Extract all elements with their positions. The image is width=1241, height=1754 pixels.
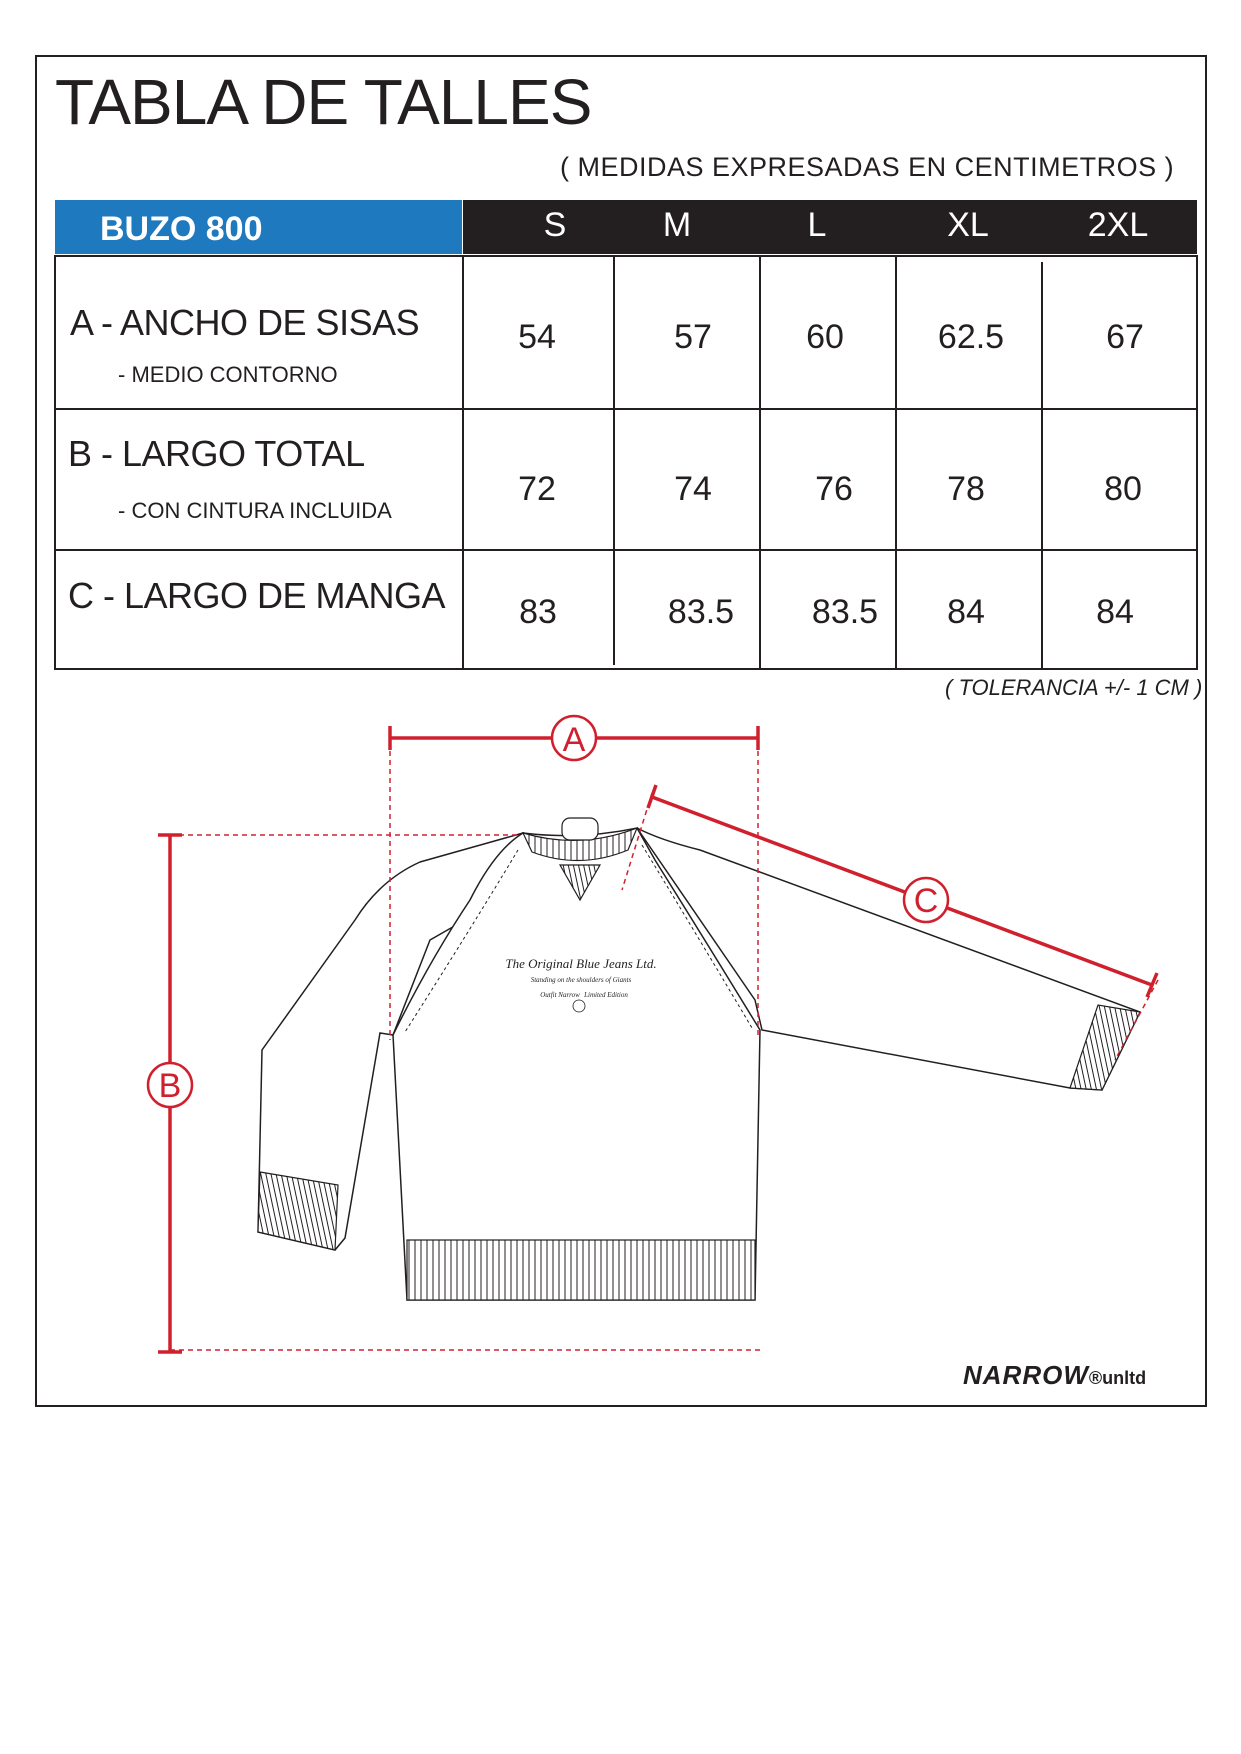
size-header-m: M — [662, 206, 692, 244]
size-header-s: S — [543, 206, 567, 244]
row-a-subtitle: - MEDIO CONTORNO — [118, 362, 338, 387]
size-header-xl: XL — [947, 206, 989, 244]
row-a-value-l: 60 — [806, 318, 844, 356]
row-c-value-l: 83.5 — [811, 593, 879, 631]
brand-logo — [963, 1360, 1146, 1391]
row-c-title: C - LARGO DE MANGA — [68, 575, 446, 616]
print-line-2: Standing on the shoulders of Giants — [530, 976, 632, 984]
size-header-2xl: 2XL — [1087, 206, 1149, 244]
row-c-value-m: 83.5 — [667, 593, 735, 631]
row-c-value-xl: 84 — [947, 593, 985, 631]
row-c-value-s: 83 — [519, 593, 557, 631]
size-header-l: L — [807, 206, 827, 244]
dimension-c-label: C — [913, 882, 939, 920]
row-b-value-2xl: 80 — [1104, 470, 1142, 508]
row-b-value-s: 72 — [518, 470, 556, 508]
brand-logo-registered: ® — [1088, 1368, 1103, 1388]
row-b-value-m: 74 — [674, 470, 712, 508]
row-a-value-xl: 62.5 — [937, 318, 1005, 356]
row-c-value-2xl: 84 — [1096, 593, 1134, 631]
row-a-title: A - ANCHO DE SISAS — [70, 302, 420, 343]
print-line-4: Limited Edition — [584, 991, 628, 999]
page-title: TABLA DE TALLES — [55, 66, 592, 138]
row-b-subtitle: - CON CINTURA INCLUIDA — [118, 498, 392, 523]
brand-logo-name: NARROW — [963, 1360, 1089, 1390]
print-line-1: The Original Blue Jeans Ltd. — [505, 956, 657, 971]
row-a-value-m: 57 — [674, 318, 712, 356]
tolerance-note: ( TOLERANCIA +/- 1 CM ) — [945, 675, 1203, 700]
dimension-a-label: A — [562, 721, 586, 759]
units-note: ( MEDIDAS EXPRESADAS EN CENTIMETROS ) — [560, 152, 1175, 182]
brand-logo-suffix: unltd — [1102, 1368, 1147, 1388]
row-b-value-xl: 78 — [947, 470, 985, 508]
row-b-value-l: 76 — [815, 470, 853, 508]
row-a-value-2xl: 67 — [1106, 318, 1144, 356]
print-line-3: Outfit Narrow — [540, 991, 580, 999]
product-name: BUZO 800 — [55, 200, 462, 254]
row-a-value-s: 54 — [518, 318, 556, 356]
row-b-title: B - LARGO TOTAL — [68, 433, 365, 474]
dimension-b-label: B — [158, 1067, 182, 1105]
